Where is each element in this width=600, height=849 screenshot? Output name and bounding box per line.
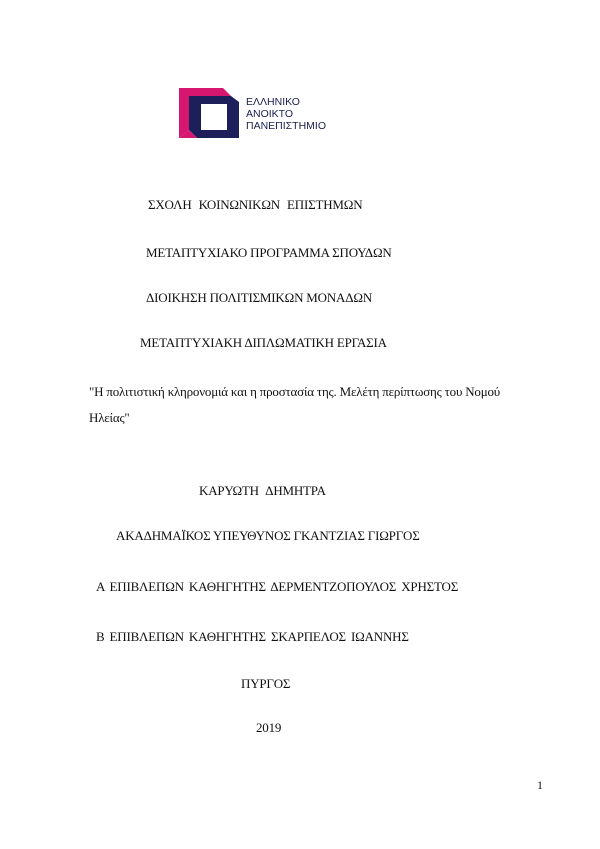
department-heading: ΔΙΟΙΚΗΣΗ ΠΟΛΙΤΙΣΜΙΚΩΝ ΜΟΝΑΔΩΝ: [146, 290, 373, 305]
program-heading: ΜΕΤΑΠΤΥΧΙΑΚΟ ΠΡΟΓΡΑΜΜΑ ΣΠΟΥΔΩΝ: [146, 245, 392, 260]
thesis-title-line-1: "Η πολιτιστική κληρονομιά και η προστασία της. Μελέτη περίπτωσης του Νομού: [89, 384, 501, 399]
page-number: 1: [537, 778, 543, 792]
year: 2019: [256, 720, 282, 735]
thesis-type-heading: ΜΕΤΑΠΤΥΧΙΑΚΗ ΔΙΠΛΩΜΑΤΙΚΗ ΕΡΓΑΣΙΑ: [140, 335, 387, 350]
logo-line-2: ΑΝΟΙΚΤΟ: [246, 108, 294, 120]
university-logo-text: [246, 96, 326, 132]
university-logo-mark-icon: [179, 88, 243, 138]
thesis-title-line-2: Ηλείας": [89, 410, 130, 425]
university-logo: [179, 88, 351, 138]
school-heading: ΣΧΟΛΗ ΚΟΙΝΩΝΙΚΩΝ ΕΠΙΣΤΗΜΩΝ: [148, 197, 363, 212]
city: ΠΥΡΓΟΣ: [241, 676, 291, 691]
supervisor-a: Α ΕΠΙΒΛΕΠΩΝ ΚΑΘΗΓΗΤΗΣ ΔΕΡΜΕΝΤΖΟΠΟΥΛΟΣ ΧΡΗΣΤΟΣ: [96, 579, 459, 594]
author-name: ΚΑΡΥΩΤΗ ΔΗΜΗΤΡΑ: [199, 483, 326, 498]
logo-line-3: ΠΑΝΕΠΙΣΤΗΜΙΟ: [246, 120, 326, 132]
academic-supervisor: ΑΚΑΔΗΜΑΪΚΟΣ ΥΠΕΥΘΥΝΟΣ ΓΚΑΝΤΖΙΑΣ ΓΙΩΡΓΟΣ: [116, 528, 420, 543]
supervisor-b: Β ΕΠΙΒΛΕΠΩΝ ΚΑΘΗΓΗΤΗΣ ΣΚΑΡΠΕΛΟΣ ΙΩΑΝΝΗΣ: [96, 629, 409, 644]
logo-line-1: ΕΛΛΗΝΙΚΟ: [246, 96, 300, 108]
